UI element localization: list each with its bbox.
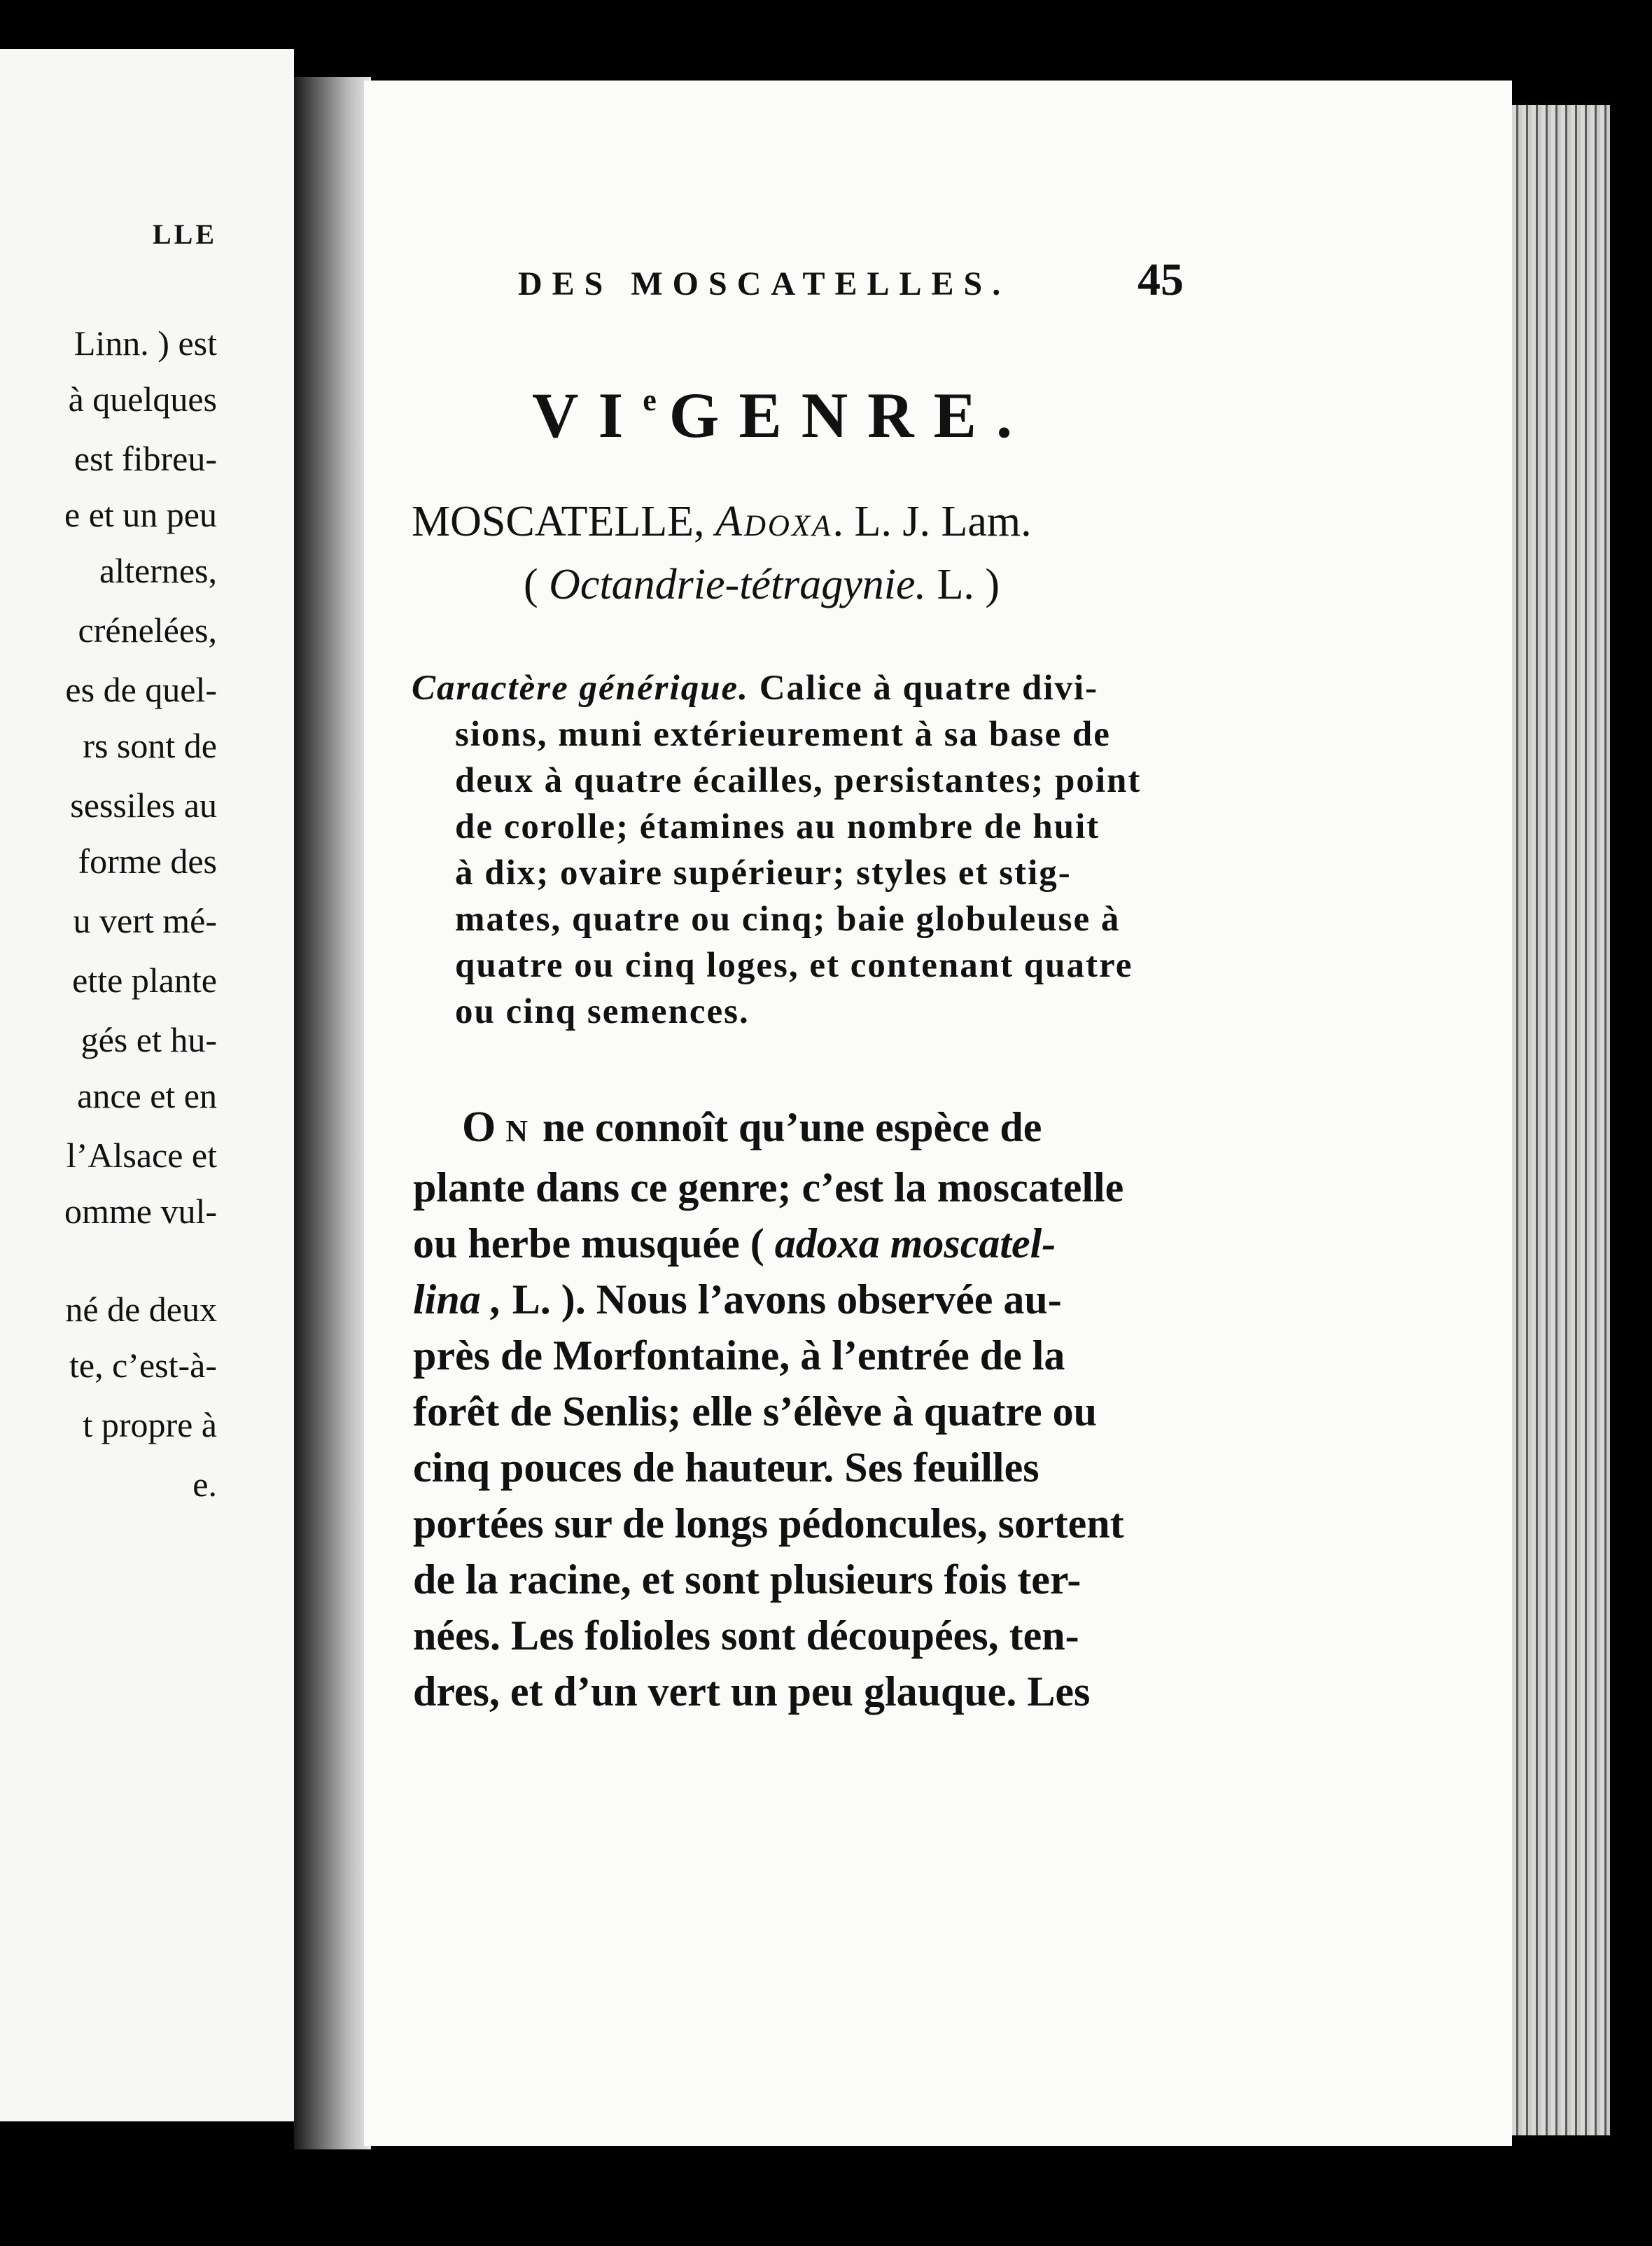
left-page-line: gés et hu- (80, 1020, 217, 1059)
genus-latin: Adoxa (715, 498, 833, 545)
left-page-line: u vert mé- (73, 901, 217, 940)
left-page-line: rs sont de (83, 726, 217, 765)
page-edges (1512, 105, 1610, 2135)
left-running-head: LLE (152, 218, 217, 250)
genus-authors: . L. J. Lam. (832, 498, 1032, 545)
left-page-line: t propre à (83, 1405, 217, 1444)
left-page-line: e. (192, 1465, 217, 1504)
left-page-line: Linn. ) est (74, 323, 217, 363)
character-line: de corolle; étamines au nombre de huit (455, 807, 1100, 846)
classification-open: ( (524, 561, 550, 608)
body-first-text: ne connoît qu’une espèce de (532, 1104, 1042, 1150)
left-page-line: ette plante (72, 961, 217, 1000)
genus-name: MOSCATELLE, (412, 498, 705, 545)
left-page-line: omme vul- (64, 1192, 217, 1231)
drop-capital: O (462, 1103, 506, 1151)
left-facing-page (0, 49, 294, 2121)
body-line: plante dans ce genre; c’est la moscatelle (413, 1164, 1124, 1211)
body-line: de la racine, et sont plusieurs fois ter- (413, 1556, 1082, 1603)
genre-heading (532, 378, 1032, 452)
left-page-line: l’Alsace et (66, 1136, 217, 1175)
body-line: forêt de Senlis; elle s’élève à quatre ou (413, 1388, 1098, 1435)
body-line: nées. Les folioles sont découpées, ten- (413, 1612, 1079, 1659)
page-number: 45 (1138, 254, 1184, 305)
generic-character-paragraph (412, 665, 1203, 1035)
character-line: deux à quatre écailles, persistantes; point (455, 761, 1142, 800)
body-line3-text: ou herbe musquée ( (413, 1220, 775, 1267)
character-line: quatre ou cinq loges, et contenant quatre (455, 946, 1133, 985)
character-line: mates, quatre ou cinq; baie globuleuse à (455, 900, 1121, 939)
body-line (413, 1271, 1204, 1327)
left-page-line: es de quel- (65, 670, 217, 709)
small-capital: N (505, 1114, 533, 1148)
left-page-line: e et un peu (64, 495, 217, 534)
species-name-part1: adoxa moscatel- (774, 1220, 1056, 1267)
left-page-line: alternes, (99, 551, 217, 590)
left-page-line: est fibreu- (74, 439, 217, 478)
left-page-line: né de deux (65, 1290, 217, 1329)
left-page-line: à quelques (68, 379, 217, 419)
left-page-line: sessiles au (70, 786, 217, 825)
description-paragraph (413, 1099, 1204, 1720)
character-line: à dix; ovaire supérieur; styles et stig- (455, 853, 1072, 893)
body-line: près de Morfontaine, à l’entrée de la (413, 1332, 1065, 1379)
character-label: Caractère générique. (412, 669, 749, 708)
character-first-text: Calice à quatre divi- (748, 669, 1099, 708)
running-head: DES MOSCATELLES. (518, 265, 1011, 302)
genre-suffix: e (643, 383, 657, 417)
classification-line (524, 560, 1000, 610)
character-line: ou cinq semences. (455, 992, 750, 1031)
classification-name: Octandrie-tétragynie. (549, 561, 927, 608)
body-line4-text: L. ). Nous l’avons observée au- (501, 1276, 1062, 1323)
character-line: sions, muni extérieurement à sa base de (455, 715, 1111, 754)
species-name-part2: lina , (413, 1276, 502, 1323)
book-gutter-shadow (294, 77, 371, 2149)
body-line (413, 1099, 1204, 1159)
body-line (413, 1215, 1204, 1271)
left-page-line: ance et en (77, 1076, 217, 1115)
body-line: portées sur de longs pédoncules, sortent (413, 1500, 1124, 1547)
genre-word: GENRE. (668, 379, 1032, 451)
left-page-line: te, c’est-à- (69, 1346, 217, 1385)
genus-heading (412, 497, 1032, 547)
genre-number: VI (532, 379, 643, 451)
character-first-line (412, 665, 1203, 711)
classification-close: L. ) (926, 561, 1000, 608)
left-page-line: forme des (78, 842, 217, 881)
left-page-line: crénelées, (78, 611, 217, 650)
body-line: dres, et d’un vert un peu glauque. Les (413, 1668, 1091, 1715)
body-line: cinq pouces de hauteur. Ses feuilles (413, 1444, 1040, 1491)
